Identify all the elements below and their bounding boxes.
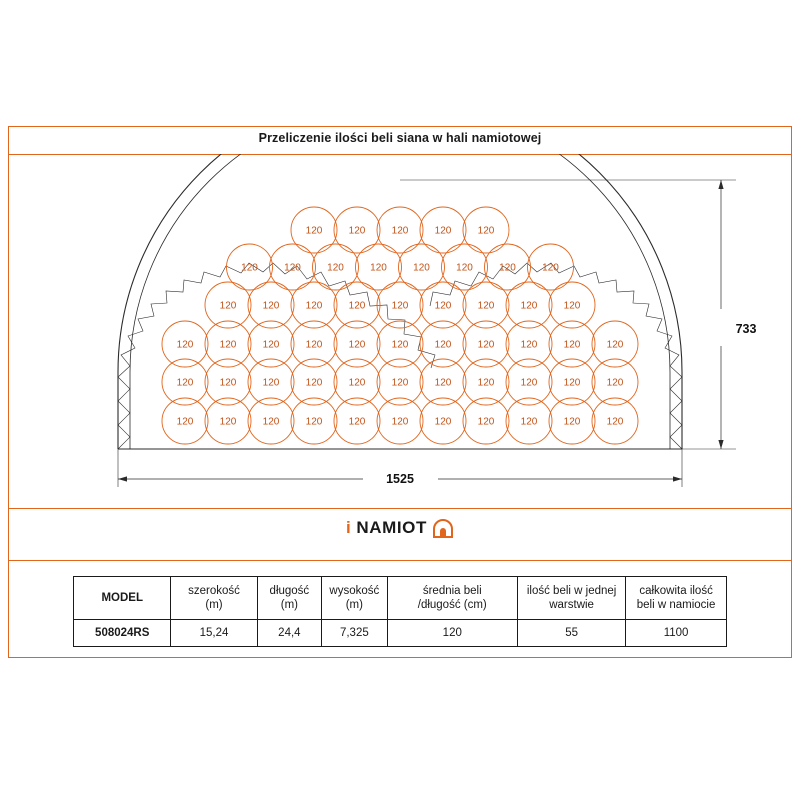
bale-label: 120 bbox=[456, 262, 473, 274]
bale-label: 120 bbox=[176, 377, 194, 389]
bale-label: 120 bbox=[477, 300, 495, 312]
bale-label: 120 bbox=[477, 416, 495, 428]
bale-label: 120 bbox=[262, 300, 280, 312]
width-dimension bbox=[118, 449, 682, 487]
bale-label: 120 bbox=[370, 262, 387, 274]
bale-label: 120 bbox=[219, 300, 237, 312]
frame-divider-middle bbox=[8, 508, 792, 509]
cell-dlugosc: 24,4 bbox=[257, 620, 322, 647]
bale-label: 120 bbox=[241, 262, 258, 274]
bale-label: 120 bbox=[434, 300, 452, 312]
bale-label: 120 bbox=[348, 339, 366, 351]
bale-label: 120 bbox=[391, 416, 409, 428]
bale-label: 120 bbox=[434, 377, 452, 389]
bale-label: 120 bbox=[305, 225, 323, 237]
bale-label: 120 bbox=[219, 339, 237, 351]
bale-label: 120 bbox=[542, 262, 559, 274]
bale-label: 120 bbox=[391, 339, 409, 351]
bale-label: 120 bbox=[327, 262, 344, 274]
bale-label: 120 bbox=[563, 416, 581, 428]
bale-label: 120 bbox=[348, 300, 366, 312]
bale-label: 120 bbox=[434, 416, 452, 428]
bale-label: 120 bbox=[219, 416, 237, 428]
bale-label: 120 bbox=[520, 416, 538, 428]
bale-label: 120 bbox=[262, 339, 280, 351]
brand-name: NAMIOT bbox=[356, 518, 427, 537]
brand-logo bbox=[0, 516, 800, 540]
bale-label: 120 bbox=[284, 262, 301, 274]
cell-calkowita-ilosc: 1100 bbox=[626, 620, 727, 647]
bale-label: 120 bbox=[520, 339, 538, 351]
bale-label: 120 bbox=[606, 416, 624, 428]
bale-label: 120 bbox=[563, 377, 581, 389]
bale-label: 120 bbox=[606, 377, 624, 389]
bale-label: 120 bbox=[391, 225, 409, 237]
bale-label: 120 bbox=[176, 339, 194, 351]
bale-label: 120 bbox=[391, 377, 409, 389]
cell-szerokosc: 15,24 bbox=[171, 620, 257, 647]
col-header-wysokosc: wysokość (m) bbox=[322, 577, 387, 620]
bale-label: 120 bbox=[477, 339, 495, 351]
bale-label: 120 bbox=[520, 377, 538, 389]
bale-label: 120 bbox=[348, 416, 366, 428]
height-dimension bbox=[400, 180, 756, 449]
cell-model: 508024RS bbox=[74, 620, 171, 647]
bale-label: 120 bbox=[348, 225, 366, 237]
bale-label: 120 bbox=[563, 300, 581, 312]
table-row bbox=[74, 620, 727, 647]
bale-label: 120 bbox=[434, 339, 452, 351]
col-header-srednia-beli: średnia beli /długość (cm) bbox=[387, 577, 518, 620]
bale-label: 120 bbox=[176, 416, 194, 428]
svg-text:733: 733 bbox=[735, 322, 757, 336]
bale-label: 120 bbox=[305, 377, 323, 389]
spec-table bbox=[73, 576, 727, 647]
bale-label: 120 bbox=[520, 300, 538, 312]
table-header-row bbox=[74, 577, 727, 620]
bale-label: 120 bbox=[413, 262, 430, 274]
col-header-ilosc-warstwa: ilość beli w jednej warstwie bbox=[518, 577, 626, 620]
hall-svg bbox=[8, 154, 792, 508]
bale-label: 120 bbox=[348, 377, 366, 389]
col-header-szerokosc: szerokość (m) bbox=[171, 577, 257, 620]
bale-label: 120 bbox=[391, 300, 409, 312]
brand-prefix: i bbox=[346, 518, 352, 537]
col-header-dlugosc: długość (m) bbox=[257, 577, 322, 620]
bale-label: 120 bbox=[219, 377, 237, 389]
bale-label: 120 bbox=[305, 339, 323, 351]
bale-label: 120 bbox=[305, 300, 323, 312]
bale-label: 120 bbox=[262, 377, 280, 389]
page-title: Przeliczenie ilości beli siana w hali namiotowej bbox=[258, 131, 542, 145]
bale-label: 120 bbox=[262, 416, 280, 428]
col-header-calkowita-ilosc: całkowita ilość beli w namiocie bbox=[626, 577, 727, 620]
bale-label: 120 bbox=[606, 339, 624, 351]
tent-arch-logo-icon bbox=[432, 519, 454, 538]
bale-stack bbox=[162, 207, 638, 444]
bale-label: 120 bbox=[305, 416, 323, 428]
hall-section-drawing bbox=[8, 154, 792, 508]
bale-label: 120 bbox=[434, 225, 452, 237]
svg-text:1525: 1525 bbox=[386, 472, 414, 486]
bale-label: 120 bbox=[499, 262, 516, 274]
cell-wysokosc: 7,325 bbox=[322, 620, 387, 647]
cell-srednia-beli: 120 bbox=[387, 620, 518, 647]
bale-label: 120 bbox=[477, 377, 495, 389]
cell-ilosc-warstwa: 55 bbox=[518, 620, 626, 647]
bale-label: 120 bbox=[477, 225, 495, 237]
frame-divider-bottom bbox=[8, 560, 792, 561]
bale-label: 120 bbox=[563, 339, 581, 351]
col-header-model: MODEL bbox=[74, 577, 171, 620]
